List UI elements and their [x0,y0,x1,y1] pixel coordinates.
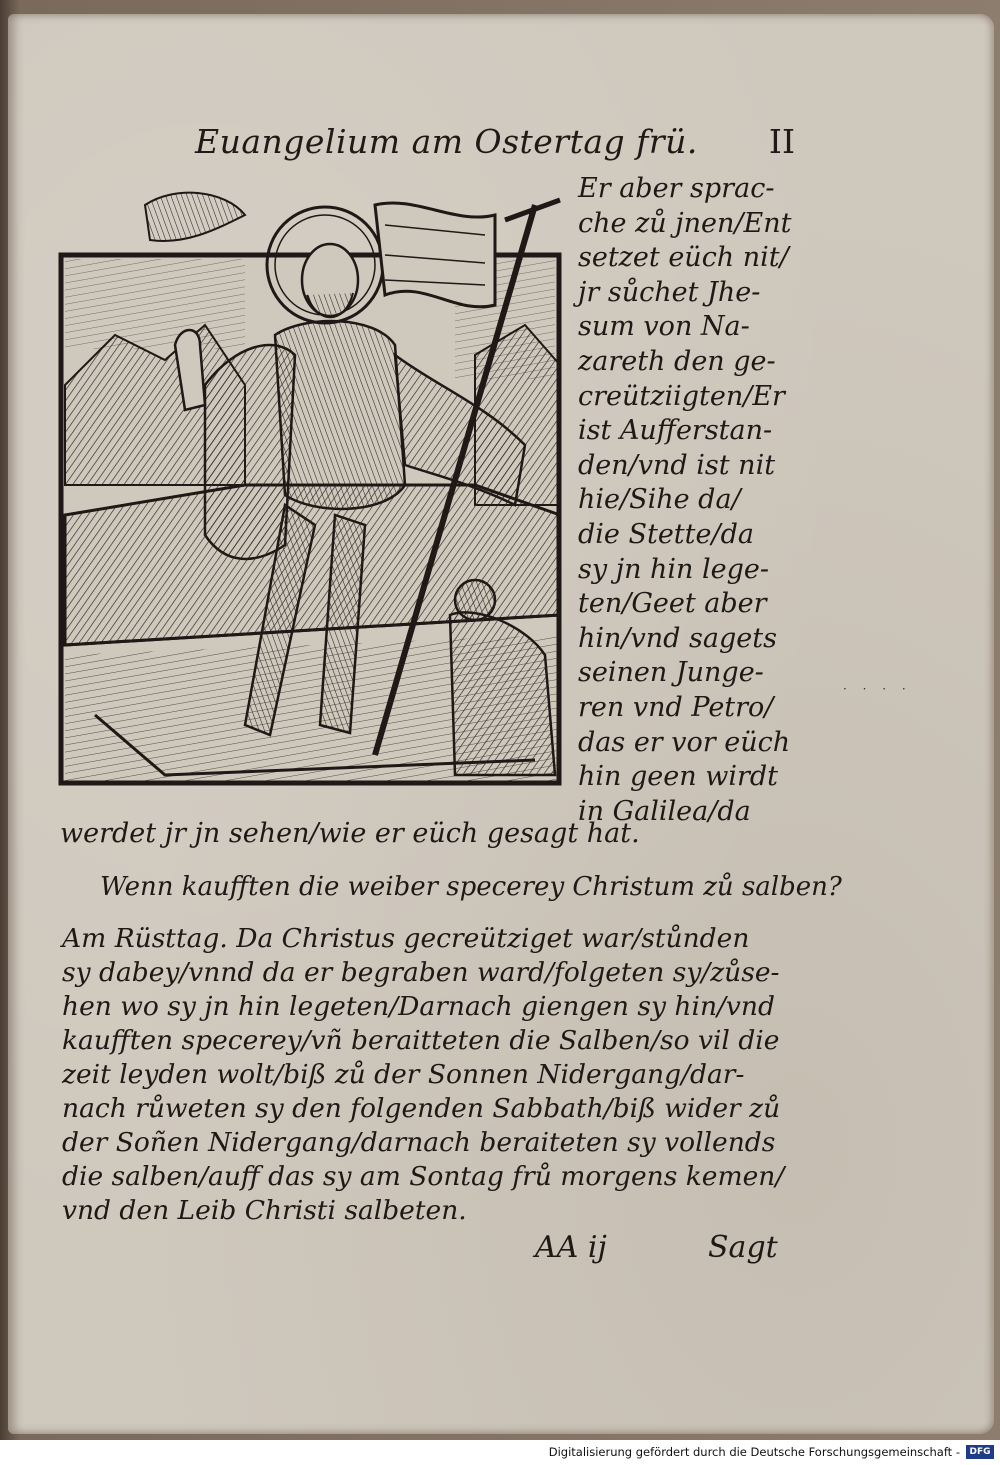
continuation-line: werdet jr jn sehen/wie er eüch gesagt hat. [60,818,640,849]
text-line: creütziigten/Er [578,380,785,412]
text-line: nach růweten sy den folgenden Sabbath/biß wider zů [62,1093,781,1124]
digitization-footer [0,1440,1000,1465]
text-line: Er aber sprac- [578,173,775,204]
text-line: hie/Sihe da/ [578,484,741,516]
funding-credit: Digitalisierung gefördert durch die Deutsche Forschungsgemeinschaft - [548,1445,960,1459]
signature-mark: AA ij [535,1230,607,1265]
text-line: den/vnd ist nit [578,449,776,481]
side-column-text [578,172,798,829]
ink-specks: · · · · [843,682,912,696]
text-line: kaufften specerey/vñ beraitteten die Salben/so vil die [62,1025,780,1056]
text-line: der Soñen Nidergang/darnach beraiteten sy vollends [62,1127,776,1158]
text-line: hen wo sy jn hin legeten/Darnach giengen sy hin/vnd [62,991,775,1022]
dfg-logo: DFG [966,1445,994,1459]
woodcut-illustration [55,185,565,790]
text-line: hin geen wirdt [578,761,778,793]
text-line: che zů jnen/Ent [578,207,792,239]
running-header [195,122,795,166]
text-line: die Stette/da [578,518,754,550]
text-line: setzet eüch nit/ [578,242,789,274]
text-line: die salben/auff das sy am Sontag frů morgens kemen/ [62,1161,785,1192]
text-line: zeit leyden wolt/biß zů der Sonnen Nidergang/dar- [62,1059,745,1090]
text-line: ren vnd Petro/ [578,691,774,723]
text-line: ist Aufferstan- [578,415,773,447]
running-head-title: Euangelium am Ostertag frü. [195,122,698,161]
text-line: in Galilea/da [578,795,751,827]
text-line: sum von Na- [578,311,750,343]
text-line: sy dabey/vnnd da er begraben ward/folgeten sy/zůse- [62,957,780,988]
text-line: ten/Geet aber [578,588,767,620]
text-line: hin/vnd sagets [578,622,777,654]
text-line: seinen Junge- [578,657,764,689]
text-line: vnd den Leib Christi salbeten. [62,1195,467,1226]
text-line: sy jn hin lege- [578,553,770,585]
text-line: jr sůchet Jhe- [578,276,761,308]
answer-paragraph [62,922,792,1228]
question-heading: Wenn kaufften die weiber specerey Christum zů salben? [100,872,842,902]
text-line: Am Rüsttag. Da Christus gecreütziget war/stůnden [62,923,750,954]
folio-number: II [768,122,795,161]
catchword: Sagt [708,1230,778,1265]
text-line: das er vor eüch [578,726,791,758]
text-line: zareth den ge- [578,345,776,377]
